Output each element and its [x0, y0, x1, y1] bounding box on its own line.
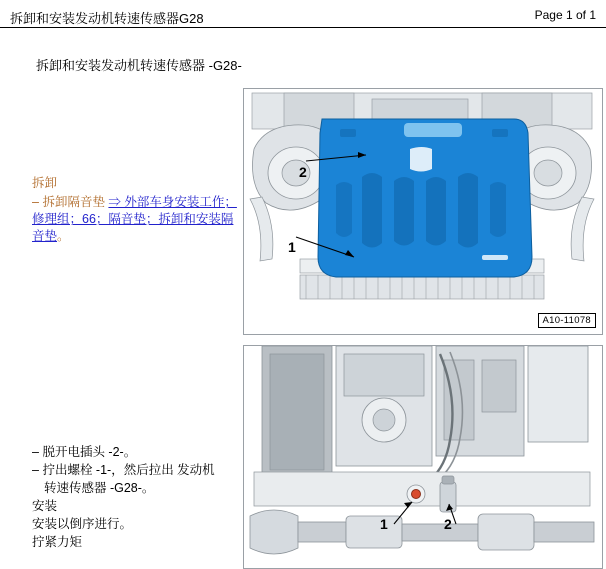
step-remove-bolt: [32, 461, 237, 479]
figure-sensor-location: [243, 345, 603, 569]
removal-section: [32, 175, 237, 247]
header-title: 拆卸和安装发动机转速传感器G28: [10, 11, 204, 26]
figure-callout-2: 2: [444, 516, 452, 532]
figure-callout-2: 2: [299, 164, 307, 180]
step-text: 拧出螺栓 -1-，然后拉出 发动机: [42, 463, 215, 477]
step-dash: –: [32, 445, 39, 459]
removal-step: [32, 194, 237, 245]
page-indicator: Page 1 of 1: [534, 8, 596, 22]
header-divider: [0, 27, 606, 28]
page-title: 拆卸和安装发动机转速传感器 -G28-: [36, 58, 242, 73]
step-electrical-connector: [32, 443, 237, 461]
step-dash: –: [32, 463, 39, 477]
engine-underbody-illustration: [244, 89, 600, 332]
section-heading-removal: 拆卸: [32, 176, 58, 190]
figure-code: A10-11078: [538, 313, 596, 328]
figure-callout-1: 1: [380, 516, 388, 532]
step-text: 拆卸隔音垫: [42, 195, 109, 209]
install-section: [32, 443, 237, 551]
page-header: [0, 0, 606, 30]
step-text-end: 。: [57, 229, 70, 243]
step-remove-bolt-cont: 转速传感器 -G28-。: [44, 481, 155, 495]
cross-reference-link[interactable]: ⇒ 外部车身安装工作；修理组；66；隔音垫；拆卸和安装隔音垫: [32, 195, 237, 243]
step-dash: –: [32, 195, 39, 209]
figure-engine-underbody: [243, 88, 603, 335]
section-heading-install: 安装: [32, 499, 58, 513]
figure-callout-1: 1: [288, 239, 296, 255]
sensor-location-illustration: [244, 346, 600, 566]
section-heading-torque: 拧紧力矩: [32, 535, 83, 549]
install-instruction: 安装以倒序进行。: [32, 517, 133, 531]
step-text: 脱开电插头 -2-。: [42, 445, 137, 459]
